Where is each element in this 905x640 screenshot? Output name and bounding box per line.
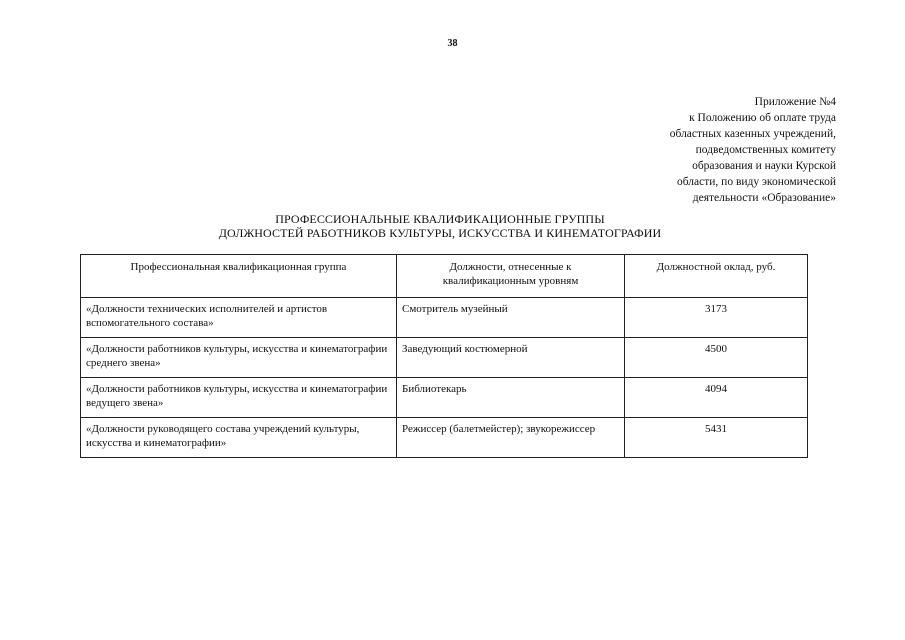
document-title — [0, 212, 880, 240]
appendix-line: подведомственных комитету — [695, 144, 836, 156]
title-line-1: ПРОФЕССИОНАЛЬНЫЕ КВАЛИФИКАЦИОННЫЕ ГРУППЫ — [275, 212, 605, 226]
positions-cell: Смотритель музейный — [397, 298, 625, 338]
table-row — [81, 418, 808, 458]
positions-cell: Библиотекарь — [397, 378, 625, 418]
appendix-line: областных казенных учреждений, — [669, 128, 836, 140]
group-cell: «Должности работников культуры, искусства и кинематографии ведущего звена» — [81, 378, 397, 418]
page-number: 38 — [447, 38, 458, 49]
table-row — [81, 338, 808, 378]
appendix-line: области, по виду экономической — [676, 176, 836, 188]
header-group: Профессиональная квалификационная группа — [81, 255, 397, 298]
table-row — [81, 298, 808, 338]
appendix-note — [560, 94, 836, 206]
group-cell: «Должности технических исполнителей и артистов вспомогательного состава» — [81, 298, 397, 338]
salary-cell: 5431 — [625, 418, 808, 458]
appendix-line: Приложение №4 — [754, 96, 836, 108]
appendix-line: образования и науки Курской — [692, 160, 836, 172]
appendix-line: к Положению об оплате труда — [689, 112, 836, 124]
table-header-row — [81, 255, 808, 298]
title-line-2: ДОЛЖНОСТЕЙ РАБОТНИКОВ КУЛЬТУРЫ, ИСКУССТВА И КИНЕМАТОГРАФИИ — [218, 226, 662, 240]
header-positions: Должности, отнесенные к квалификационным уровням — [397, 255, 625, 298]
header-salary: Должностной оклад, руб. — [625, 255, 808, 298]
salary-table — [80, 254, 808, 458]
salary-cell: 4094 — [625, 378, 808, 418]
table-row — [81, 378, 808, 418]
group-cell: «Должности работников культуры, искусства и кинематографии среднего звена» — [81, 338, 397, 378]
group-cell: «Должности руководящего состава учреждений культуры, искусства и кинематографии» — [81, 418, 397, 458]
positions-cell: Заведующий костюмерной — [397, 338, 625, 378]
salary-cell: 3173 — [625, 298, 808, 338]
appendix-line: деятельности «Образование» — [692, 192, 836, 204]
salary-cell: 4500 — [625, 338, 808, 378]
positions-cell: Режиссер (балетмейстер); звукорежиссер — [397, 418, 625, 458]
